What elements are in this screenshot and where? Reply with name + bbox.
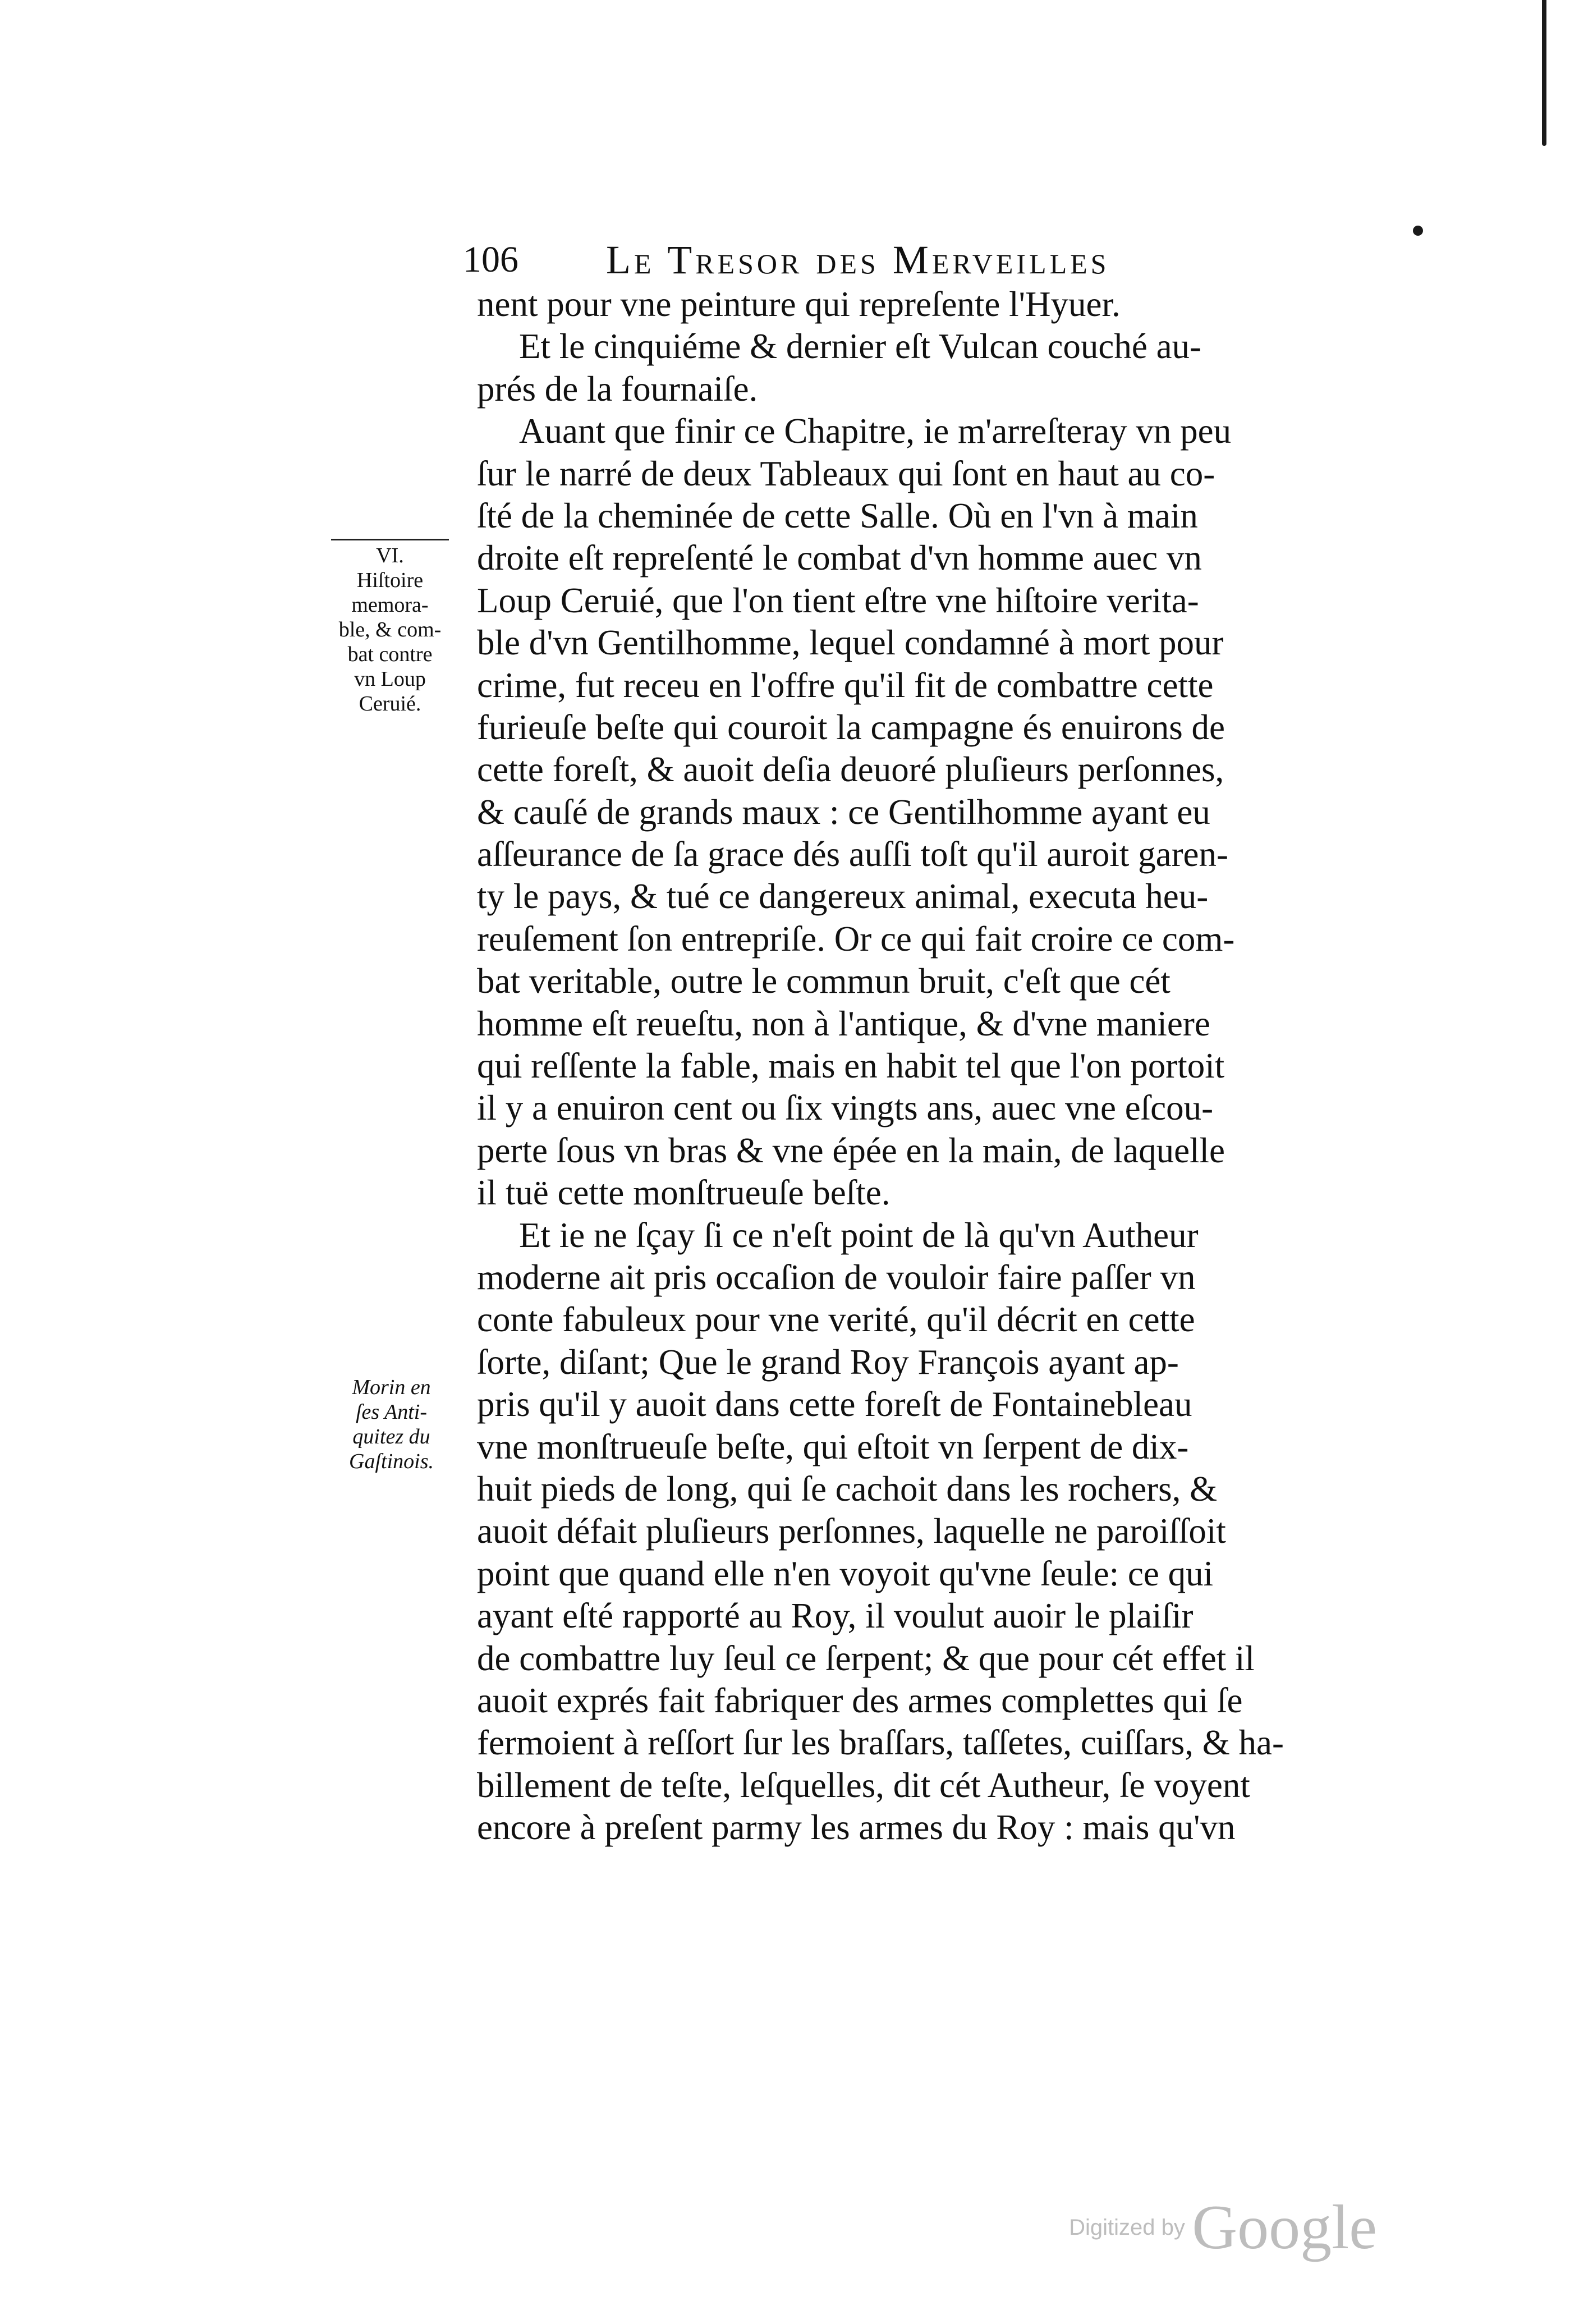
text-line: pris qu'il y auoit dans cette foreſt de Fontainebleau	[477, 1385, 1192, 1424]
margin-rule	[331, 539, 449, 540]
page-number: 106	[463, 239, 518, 280]
text-line: huit pieds de long, qui ſe cachoit dans les rochers, &	[477, 1469, 1218, 1509]
text-line: Et le cinquiéme & dernier eſt Vulcan couché au-	[519, 327, 1202, 366]
text-line: bat veritable, outre le commun bruit, c'eſt que cét	[477, 961, 1171, 1001]
text-line: ty le pays, & tué ce dangereux animal, executa heu-	[477, 877, 1209, 916]
margin-note-line: Hiſtoire	[356, 569, 424, 592]
text-line: Et ie ne ſçay ſi ce n'eſt point de là qu'vn Autheur	[519, 1215, 1199, 1255]
text-line: auoit exprés fait fabriquer des armes complettes qui ſe	[477, 1680, 1243, 1720]
text-line: homme eſt reueſtu, non à l'antique, & d'vne maniere	[477, 1003, 1210, 1043]
text-line: point que quand elle n'en voyoit qu'vne ſeule: ce qui	[477, 1553, 1214, 1593]
ink-speck	[1413, 226, 1423, 236]
text-line: il y a enuiron cent ou ſix vingts ans, auec vne eſcou-	[477, 1088, 1214, 1128]
margin-note-line: ble, & com-	[338, 618, 442, 641]
margin-note-line: Gaſtinois.	[349, 1450, 434, 1473]
text-line: vne monſtrueuſe beſte, qui eſtoit vn ſerpent de dix-	[477, 1427, 1189, 1466]
text-line: encore à preſent parmy les armes du Roy : mais qu'vn	[477, 1808, 1236, 1848]
text-line: ble d'vn Gentilhomme, lequel condamné à mort pour	[477, 623, 1224, 663]
text-line: conte fabuleux pour vne verité, qu'il décrit en cette	[477, 1300, 1195, 1340]
text-line: auoit défait pluſieurs perſonnes, laquelle ne paroiſſoit	[477, 1511, 1226, 1551]
text-line: ſur le narré de deux Tableaux qui ſont en haut au co-	[477, 453, 1215, 493]
text-line: prés de la fournaiſe.	[477, 369, 758, 409]
text-line: il tuë cette monſtrueuſe beſte.	[477, 1173, 891, 1213]
margin-note-line: Ceruié.	[359, 692, 421, 716]
text-line: ſté de la cheminée de cette Salle. Où en l'vn à main	[477, 496, 1198, 535]
margin-note-line: VI.	[376, 544, 404, 567]
margin-note-line: vn Loup	[354, 667, 426, 691]
text-line: qui reſſente la fable, mais en habit tel que l'on portoit	[477, 1046, 1225, 1086]
text-line: aſſeurance de ſa grace dés auſſi toſt qu'il auroit garen-	[477, 835, 1228, 874]
body-text	[477, 283, 1372, 1849]
margin-note-line: ſes Anti-	[355, 1400, 427, 1424]
text-line: reuſement ſon entrepriſe. Or ce qui fait croire ce com-	[477, 919, 1235, 959]
text-line: crime, fut receu en l'offre qu'il fit de combattre cette	[477, 665, 1214, 705]
text-line: de combattre luy ſeul ce ſerpent; & que pour cét effet il	[477, 1638, 1255, 1678]
text-line: moderne ait pris occaſion de vouloir faire paſſer vn	[477, 1257, 1196, 1297]
text-line: & cauſé de grands maux : ce Gentilhomme ayant eu	[477, 792, 1210, 832]
text-line: fermoient à reſſort ſur les braſſars, taſſetes, cuiſſars, & ha-	[477, 1723, 1284, 1763]
margin-note-line: Morin en	[352, 1376, 431, 1399]
margin-note-line: quitez du	[352, 1425, 430, 1449]
digitized-by-watermark	[1069, 2192, 1377, 2264]
text-line: cette foreſt, & auoit deſia deuoré pluſieurs perſonnes,	[477, 750, 1224, 790]
margin-note-line: memora-	[351, 593, 429, 617]
margin-note-morin	[331, 1375, 452, 1474]
running-title: Le Tresor des Merveilles	[606, 237, 1110, 282]
text-line: ſorte, diſant; Que le grand Roy François ayant ap-	[477, 1342, 1179, 1382]
text-line: ayant eſté rapporté au Roy, il voulut auoir le plaiſir	[477, 1596, 1194, 1636]
google-logo: Google	[1192, 2193, 1377, 2262]
margin-note-line: bat contre	[347, 643, 433, 666]
text-line: perte ſous vn bras & vne épée en la main, de laquelle	[477, 1130, 1225, 1170]
text-line: furieuſe beſte qui couroit la campagne és enuirons de	[477, 707, 1225, 747]
text-line: billement de teſte, leſquelles, dit cét Autheur, ſe voyent	[477, 1765, 1250, 1805]
watermark-prefix: Digitized by	[1069, 2215, 1185, 2240]
text-line: Loup Ceruié, que l'on tient eſtre vne hiſtoire verita-	[477, 580, 1199, 620]
text-line: nent pour vne peinture qui repreſente l'Hyuer.	[477, 285, 1121, 324]
binding-edge	[1542, 0, 1546, 146]
margin-note-loup-ceruie	[331, 543, 449, 716]
text-line: droite eſt repreſenté le combat d'vn homme auec vn	[477, 538, 1202, 578]
page-header	[463, 235, 1232, 285]
text-line: Auant que finir ce Chapitre, ie m'arreſteray vn peu	[519, 411, 1232, 451]
